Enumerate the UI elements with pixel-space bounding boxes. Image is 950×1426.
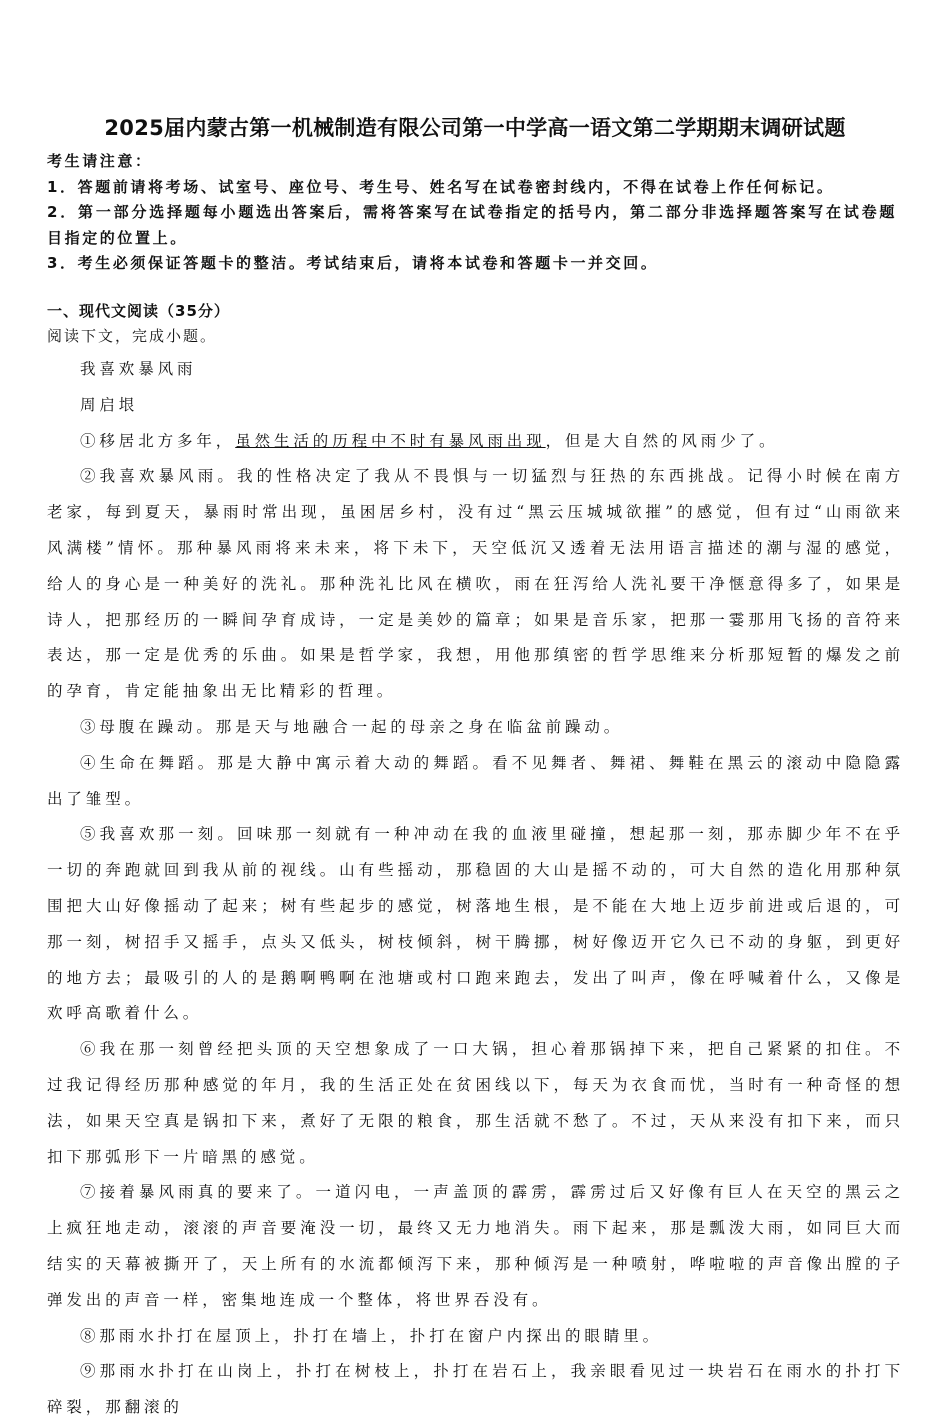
section-instruction: 阅读下文，完成小题。 (47, 327, 218, 345)
article-author: 周启垠 (80, 395, 139, 414)
notice-item: 1．答题前请将考场、试室号、座位号、考生号、姓名写在试卷密封线内，不得在试卷上作任何标记。 (47, 177, 835, 196)
article-paragraph: ⑦接着暴风雨真的要来了。一道闪电，一声盖顶的霹雳，霹雳过后又好像有巨人在天空的黑云之上疯狂地走动，滚滚的声音要淹没一切，最终又无力地消失。雨下起来，那是瓢泼大雨，如同巨大而结实的天幕被撕开了，天上所有的水流都倾泻下来，那种倾泻是一种喷射，哗啦啦的声音像出膛的子弹发出的声音一样，密集地连成一个整体，将世界吞没有。 (47, 1183, 904, 1309)
article-paragraph: ⑧那雨水扑打在屋顶上，扑打在墙上，扑打在窗户内探出的眼睛里。 (80, 1326, 663, 1345)
article-paragraph: ③母腹在躁动。那是天与地融合一起的母亲之身在临盆前躁动。 (80, 717, 624, 736)
article (47, 352, 904, 1426)
exam-notice (47, 149, 897, 277)
article-paragraph: ⑨那雨水扑打在山岗上，扑打在树枝上，扑打在岩石上，我亲眼看见过一块岩石在雨水的扑打下碎裂，那翻滚的 (47, 1362, 904, 1417)
article-title: 我喜欢暴风雨 (80, 360, 197, 378)
underlined-sentence: 虽然生活的历程中不时有暴风雨出现 (235, 431, 546, 450)
notice-heading: 考生请注意： (47, 152, 153, 170)
notice-item: 3．考生必须保证答题卡的整洁。考试结束后，请将本试卷和答题卡一并交回。 (47, 254, 659, 273)
notice-item: 2．第一部分选择题每小题选出答案后，需将答案写在试卷指定的括号内，第二部分非选择题答案写在试卷题目指定的位置上。 (47, 203, 897, 247)
section-header (47, 299, 897, 349)
p1-text: ①移居北方多年， (80, 431, 236, 450)
section-heading: 一、现代文阅读（35分） (47, 302, 230, 320)
article-paragraph (47, 424, 904, 460)
article-paragraph: ⑤我喜欢那一刻。回味那一刻就有一种冲动在我的血液里碰撞，想起那一刻，那赤脚少年不在乎一切的奔跑就回到我从前的视线。山有些摇动，那稳固的大山是摇不动的，可大自然的造化用那种氛围把大山好像摇动了起来；树有些起步的感觉，树落地生根，是不能在大地上迈步前进或后退的，可那一刻，树招手又摇手，点头又低头，树枝倾斜，树干腾挪，树好像迈开它久已不动的身躯，到更好的地方去；最吸引的人的是鹅啊鸭啊在池塘或村口跑来跑去，发出了叫声，像在呼喊着什么，又像是欢呼高歌着什么。 (47, 825, 904, 1023)
p1-text: ，但是大自然的风雨少了。 (545, 431, 779, 450)
article-paragraph: ⑥我在那一刻曾经把头顶的天空想象成了一口大锅，担心着那锅掉下来，把自己紧紧的扣住。不过我记得经历那种感觉的年月，我的生活正处在贫困线以下，每天为衣食而忧，当时有一种奇怪的想法，如果天空真是锅扣下来，煮好了无限的粮食，那生活就不愁了。不过，天从来没有扣下来，而只扣下那弧形下一片暗黑的感觉。 (47, 1040, 904, 1166)
article-paragraph: ②我喜欢暴风雨。我的性格决定了我从不畏惧与一切猛烈与狂热的东西挑战。记得小时候在南方老家，每到夏天，暴雨时常出现，虽困居乡村，没有过“黑云压城城欲摧”的感觉，但有过“山雨欲来风满楼”情怀。那种暴风雨将来未来，将下未下，天空低沉又透着无法用语言描述的潮与湿的感觉，给人的身心是一种美好的洗礼。那种洗礼比风在横吹，雨在狂泻给人洗礼要干净惬意得多了，如果是诗人，把那经历的一瞬间孕育成诗，一定是美妙的篇章；如果是音乐家，把那一霎那用飞扬的音符来表达，那一定是优秀的乐曲。如果是哲学家，我想，用他那缜密的哲学思维来分析那短暂的爆发之前的孕育，肯定能抽象出无比精彩的哲理。 (47, 467, 904, 701)
article-paragraph: ④生命在舞蹈。那是大静中寓示着大动的舞蹈。看不见舞者、舞裙、舞鞋在黑云的滚动中隐隐露出了雏型。 (47, 753, 904, 808)
exam-title: 2025届内蒙古第一机械制造有限公司第一中学高一语文第二学期期末调研试题 (104, 116, 846, 140)
